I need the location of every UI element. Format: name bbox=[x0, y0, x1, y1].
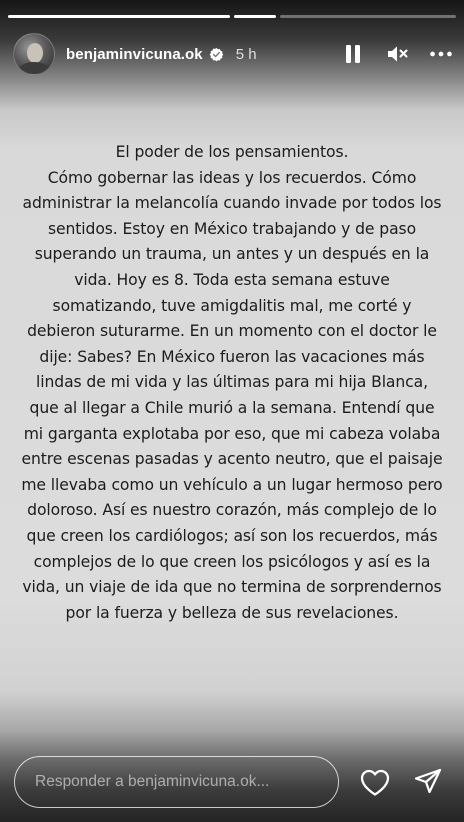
progress-segment bbox=[8, 15, 230, 18]
username[interactable]: benjaminvicuna.ok bbox=[66, 45, 203, 63]
progress-fill bbox=[234, 15, 276, 18]
reply-placeholder: Responder a benjaminvicuna.ok... bbox=[35, 773, 270, 790]
story-footer bbox=[14, 756, 452, 808]
verified-badge-icon bbox=[209, 47, 224, 62]
footer-actions bbox=[360, 768, 452, 796]
story-title: El poder de los pensamientos. bbox=[115, 143, 349, 161]
story-header bbox=[13, 33, 452, 75]
avatar-shoulders bbox=[18, 62, 50, 75]
heart-icon[interactable] bbox=[360, 768, 390, 796]
header-actions bbox=[342, 43, 452, 65]
story-body: Cómo gobernar las ideas y los recuerdos. Cómo administrar la melancolía cuando invade por todos los sentidos. Estoy en México trabajando y de paso superando un trauma, un antes y un después en la vida. Hoy es 8. Toda esta semana estuve somatizando, tuve amigdalitis mal, me corté y debieron suturarme. En un momento con el doctor le dije: Sabes? En México fueron las vacaciones más lindas de mi vida y las últimas para mi hija Blanca, que al llegar a Chile murió a la semana. Entendí que mi garganta explotaba por eso, que mi cabeza volaba entre escenas pasadas y acento neutro, que el paisaje me llevaba como un vehículo a un lugar hermoso pero doloroso. Así es nuestro corazón, más complejo de lo que creen los cardiólogos; así son los recuerdos, más complejos de lo que creen los psicólogos y así es la vida, un viaje de ida que no termina de sorprendernos por la fuerza y belleza de sus revelaciones. bbox=[21, 168, 443, 622]
story-text bbox=[20, 140, 444, 626]
avatar[interactable] bbox=[13, 33, 55, 75]
avatar-face bbox=[27, 43, 43, 63]
post-time: 5 h bbox=[235, 45, 257, 63]
progress-fill bbox=[8, 15, 230, 18]
progress-segment bbox=[234, 15, 276, 18]
send-icon[interactable] bbox=[414, 768, 442, 796]
reply-input[interactable] bbox=[14, 756, 339, 808]
progress-segment bbox=[280, 15, 456, 18]
story-progress bbox=[8, 15, 456, 18]
pause-icon[interactable] bbox=[342, 43, 364, 65]
mute-icon[interactable] bbox=[386, 43, 408, 65]
more-icon[interactable] bbox=[430, 43, 452, 65]
